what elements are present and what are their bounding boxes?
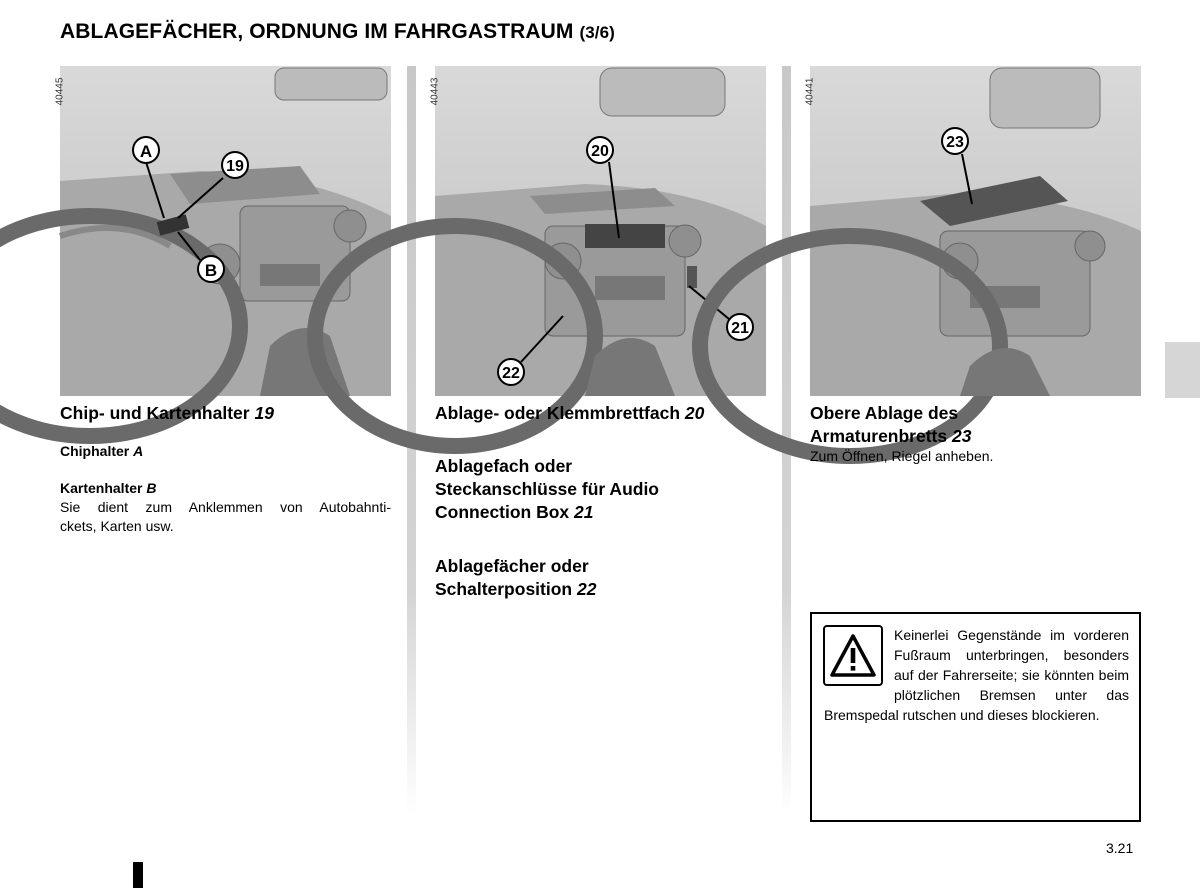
figure-number: 40441 [804, 77, 816, 106]
callout-overlay [429, 66, 766, 396]
chip-holder-label: Chiphalter A [60, 443, 144, 459]
audio-connection-heading: Ablagefach oder Steckanschlüsse für Audio Connection Box 21 [435, 456, 659, 522]
crop-mark [133, 862, 143, 888]
figure-number: 40445 [54, 77, 66, 106]
card-holder-label: Kartenhalter B [60, 480, 157, 496]
warning-text: Keinerlei Gegenstände im vorderen Fußraum unterbringen, besonders auf der Fahrerseite; sie könnten beim plötzlichen Bremsen unter das Bremspedal rutschen und dieses blockieren. [824, 627, 1129, 723]
warning-box [810, 612, 1141, 822]
callout-20: 20 [591, 143, 609, 160]
upper-storage-description: Zum Öffnen, Riegel anheben. [810, 448, 994, 464]
callout-23: 23 [946, 134, 964, 151]
chip-card-holder-heading: Chip- und Kartenhalter 19 [60, 403, 274, 423]
figure-storage-compartments [429, 66, 766, 396]
callout-a: A [139, 142, 153, 161]
chapter-side-tab [1165, 342, 1200, 398]
callout-b: B [204, 261, 218, 280]
page-title [60, 20, 615, 44]
callout-21: 21 [731, 320, 749, 337]
page-title-suffix: (3/6) [579, 23, 615, 42]
callout-22: 22 [502, 365, 520, 382]
figure-upper-dashboard-storage [804, 66, 1141, 396]
figure-number: 40443 [429, 77, 441, 106]
figure-chip-card-holder [54, 66, 391, 396]
card-holder-description: Sie dient zum Anklemmen von Autobahnti- ckets, Karten usw. [60, 499, 391, 534]
clipboard-compartment-heading: Ablage- oder Klemmbrettfach 20 [435, 403, 705, 423]
callout-19: 19 [226, 158, 244, 175]
page-number: 3.21 [1106, 840, 1134, 856]
callout-overlay [54, 66, 391, 396]
upper-dashboard-storage-heading: Obere Ablage des Armaturenbretts 23 [810, 403, 972, 446]
page-title-text: ABLAGEFÄCHER, ORDNUNG IM FAHRGASTRAUM [60, 20, 574, 43]
callout-overlay [804, 66, 1141, 396]
switch-position-heading: Ablagefächer oder Schalterposition 22 [435, 556, 597, 599]
